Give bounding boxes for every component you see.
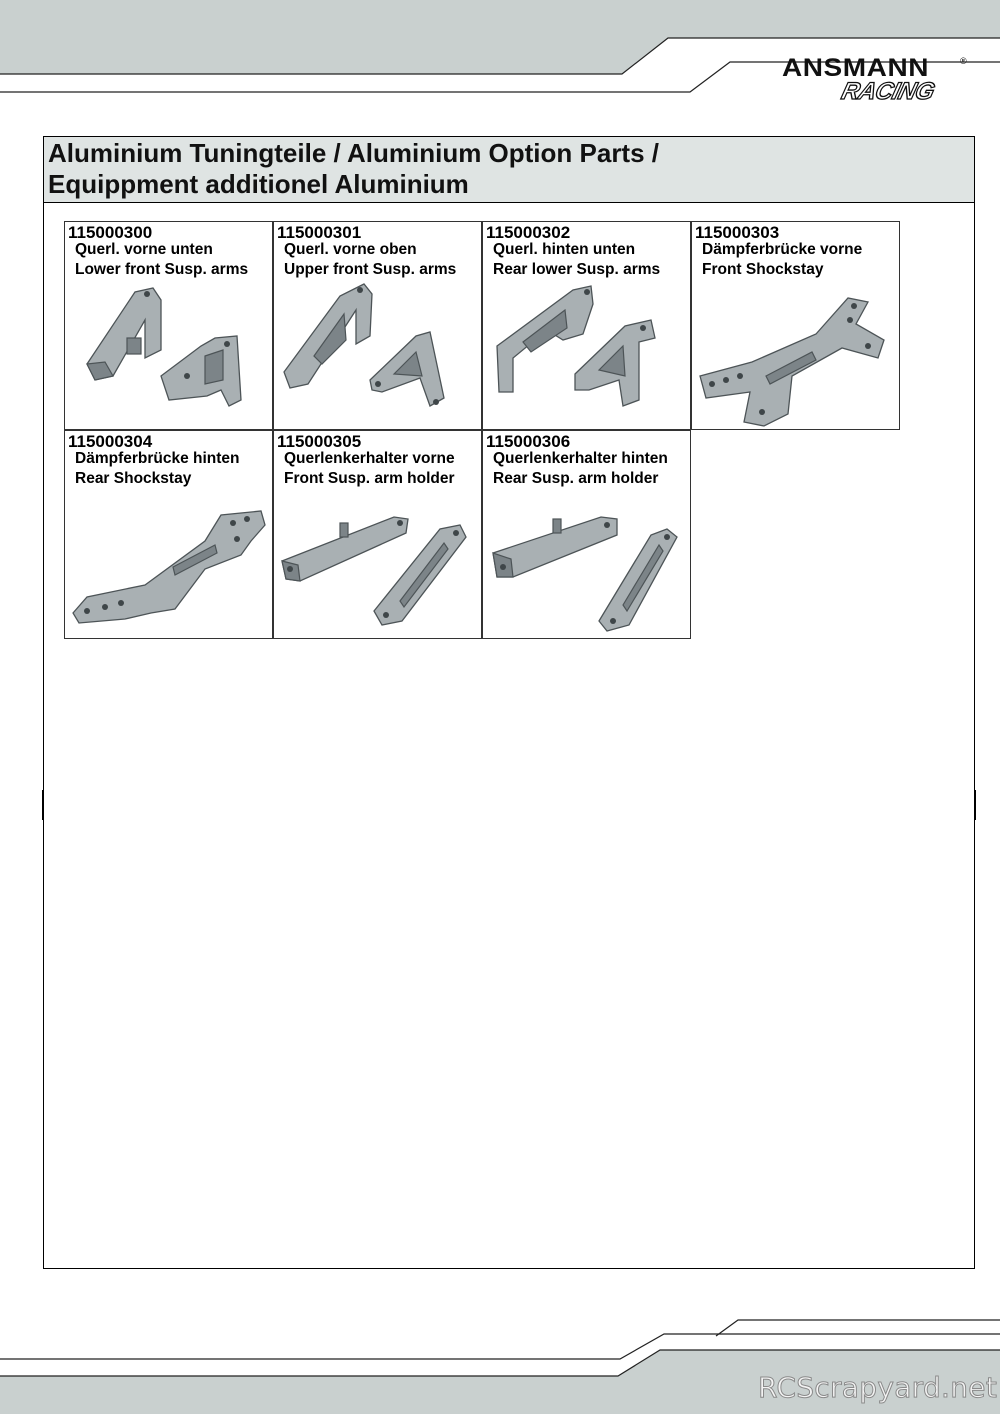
part-number: 115000306 (486, 432, 571, 451)
part-name-english: Front Shockstay (702, 261, 824, 278)
part-number: 115000303 (695, 223, 780, 242)
frame-tick-left (42, 790, 43, 820)
section-title-line-1: Aluminium Tuningteile / Aluminium Option Parts / (48, 138, 659, 168)
rear-shockstay-image (65, 489, 274, 639)
part-cell (691, 221, 900, 430)
lower-front-suspension-arms-image (65, 280, 274, 430)
part-name-german: Querlenkerhalter vorne (284, 450, 455, 467)
part-number: 115000300 (68, 223, 153, 242)
part-number: 115000305 (277, 432, 362, 451)
registered-mark: ® (960, 56, 967, 66)
part-number: 115000301 (277, 223, 362, 242)
part-name-german: Querl. vorne oben (284, 241, 417, 258)
part-name-german: Dämpferbrücke vorne (702, 241, 863, 258)
part-name-english: Rear lower Susp. arms (493, 261, 661, 278)
rear-arm-holder-image (483, 489, 692, 639)
part-cell (273, 430, 482, 639)
part-cell (64, 430, 273, 639)
watermark-text: RCScrapyard.net (758, 1371, 998, 1404)
frame-tick-right (975, 790, 976, 820)
part-name-english: Rear Shockstay (75, 470, 192, 487)
part-name-german: Querlenkerhalter hinten (493, 450, 668, 467)
front-shockstay-image (692, 280, 901, 430)
ansmann-racing-logo (780, 54, 970, 114)
logo-brand-text: ANSMANN (782, 54, 930, 82)
part-cell (64, 221, 273, 430)
part-name-english: Lower front Susp. arms (75, 261, 249, 278)
upper-front-suspension-arms-image (274, 280, 483, 430)
part-name-english: Rear Susp. arm holder (493, 470, 659, 487)
logo-racing-text: RACING (838, 78, 938, 105)
part-cell (482, 221, 691, 430)
part-cell (482, 430, 691, 639)
section-title-band (43, 136, 975, 203)
part-cell (273, 221, 482, 430)
part-name-english: Front Susp. arm holder (284, 470, 455, 487)
front-arm-holder-image (274, 489, 483, 639)
rear-lower-suspension-arms-image (483, 280, 692, 430)
part-number: 115000302 (486, 223, 571, 242)
part-number: 115000304 (68, 432, 153, 451)
part-name-german: Querl. vorne unten (75, 241, 213, 258)
part-name-german: Dämpferbrücke hinten (75, 450, 240, 467)
section-title-line-2: Equippment additionel Aluminium (48, 169, 469, 199)
part-name-german: Querl. hinten unten (493, 241, 636, 258)
part-name-english: Upper front Susp. arms (284, 261, 457, 278)
